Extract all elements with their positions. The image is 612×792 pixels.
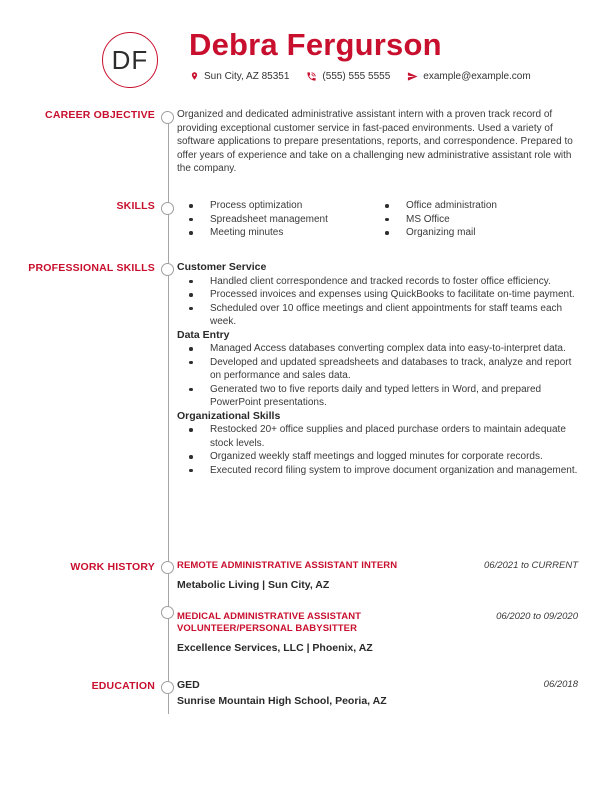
contact-location bbox=[190, 70, 289, 82]
skills-column-1 bbox=[177, 199, 373, 240]
monogram-badge bbox=[102, 32, 158, 88]
skill-group-title: Customer Service bbox=[177, 261, 267, 273]
skill-group-data-entry bbox=[177, 329, 578, 410]
professional-skill-item bbox=[177, 302, 578, 329]
bullet-icon bbox=[385, 218, 389, 222]
timeline-node-skills bbox=[161, 202, 174, 215]
section-label-career-objective: CAREER OBJECTIVE bbox=[45, 109, 155, 121]
professional-skill-text: Executed record filing system to improve document organization and management. bbox=[210, 464, 578, 476]
professional-skill-text: Handled client correspondence and tracked records to foster office efficiency. bbox=[210, 275, 551, 287]
monogram-initials: DF bbox=[111, 44, 149, 75]
skill-item-text: Office administration bbox=[406, 200, 497, 211]
timeline-node-work-history bbox=[161, 561, 174, 574]
contact-email-text: example@example.com bbox=[423, 70, 531, 82]
section-label-work-history: WORK HISTORY bbox=[70, 561, 155, 573]
send-icon bbox=[407, 71, 418, 82]
job-company: Metabolic Living | Sun City, AZ bbox=[177, 578, 330, 591]
skill-item-text: MS Office bbox=[406, 213, 450, 225]
school-name: Sunrise Mountain High School, Peoria, AZ bbox=[177, 695, 387, 707]
professional-skill-text: Organized weekly staff meetings and logged minutes for corporate records. bbox=[210, 451, 543, 462]
professional-skill-text: Scheduled over 10 office meetings and client appointments for staff teams each week. bbox=[210, 302, 563, 327]
professional-skill-item bbox=[177, 342, 578, 356]
career-objective-text: Organized and dedicated administrative assistant intern with a proven track record of providing exceptional customer service in fast-paced environments. Used a variety of software applications to prepare presentations, reports, and correspondence. Prepared to offer years of experience and take on a challenging new administrative assistant role with the company. bbox=[177, 109, 573, 174]
bullet-icon bbox=[189, 361, 193, 365]
skill-item bbox=[373, 213, 578, 227]
section-label-education: EDUCATION bbox=[91, 680, 155, 692]
skill-group-organizational-skills bbox=[177, 410, 578, 478]
bullet-icon bbox=[189, 388, 193, 392]
job-dates: 06/2020 to 09/2020 bbox=[496, 610, 578, 622]
professional-skill-text: Restocked 20+ office supplies and placed purchase orders to maintain adequate stock levels. bbox=[210, 424, 566, 449]
section-label-skills: SKILLS bbox=[116, 200, 155, 212]
bullet-icon bbox=[189, 218, 193, 222]
bullet-icon bbox=[189, 280, 193, 284]
education-entry bbox=[177, 679, 578, 708]
bullet-icon bbox=[189, 293, 193, 297]
section-label-professional-skills: PROFESSIONAL SKILLS bbox=[28, 262, 155, 274]
skills-column-2 bbox=[373, 199, 578, 240]
bullet-icon bbox=[385, 204, 389, 208]
skill-group-title: Organizational Skills bbox=[177, 409, 281, 422]
professional-skill-item bbox=[177, 383, 578, 410]
job-entry bbox=[177, 611, 578, 655]
phone-icon bbox=[306, 71, 317, 82]
timeline-node-career-objective bbox=[161, 111, 174, 124]
bullet-icon bbox=[189, 428, 193, 432]
skill-group-title: Data Entry bbox=[177, 328, 230, 341]
skill-item bbox=[373, 226, 578, 240]
job-dates: 06/2021 to CURRENT bbox=[484, 560, 578, 571]
skill-item-text: Process optimization bbox=[210, 200, 303, 211]
bullet-icon bbox=[189, 307, 193, 311]
professional-skill-item bbox=[177, 275, 578, 289]
timeline-node-education bbox=[161, 681, 174, 694]
bullet-icon bbox=[385, 231, 389, 235]
job-title: MEDICAL ADMINISTRATIVE ASSISTANT VOLUNTEER/PERSONAL BABYSITTER bbox=[177, 610, 362, 634]
bullet-icon bbox=[189, 204, 193, 208]
skill-item bbox=[177, 213, 373, 227]
professional-skill-text: Developed and updated spreadsheets and databases to track, analyze and report on performance and sales data. bbox=[210, 356, 572, 381]
job-entry bbox=[177, 560, 578, 592]
professional-skill-item bbox=[177, 288, 578, 302]
contact-bar bbox=[190, 70, 531, 82]
education-dates: 06/2018 bbox=[543, 679, 578, 690]
contact-phone-text: (555) 555 5555 bbox=[322, 70, 391, 82]
contact-email bbox=[407, 71, 530, 82]
contact-phone bbox=[306, 71, 390, 82]
degree-title: GED bbox=[177, 679, 200, 691]
candidate-name: Debra Fergurson bbox=[189, 27, 442, 62]
location-pin-icon bbox=[190, 70, 199, 82]
professional-skill-item bbox=[177, 356, 578, 383]
professional-skill-item bbox=[177, 464, 578, 478]
professional-skill-item bbox=[177, 450, 578, 464]
skill-group-customer-service bbox=[177, 261, 578, 329]
job-title: REMOTE ADMINISTRATIVE ASSISTANT INTERN bbox=[177, 560, 398, 571]
contact-location-text: Sun City, AZ 85351 bbox=[204, 70, 290, 82]
timeline-node-professional-skills bbox=[161, 263, 174, 276]
skill-item-text: Meeting minutes bbox=[210, 227, 284, 238]
skill-item bbox=[373, 199, 578, 213]
skill-item bbox=[177, 199, 373, 213]
bullet-icon bbox=[189, 455, 193, 459]
professional-skill-text: Processed invoices and expenses using QuickBooks to facilitate on-time payment. bbox=[210, 289, 575, 300]
professional-skill-text: Generated two to five reports daily and typed letters in Word, and prepared PowerPoint presentations. bbox=[210, 383, 542, 408]
timeline-node-job-2 bbox=[161, 606, 174, 619]
job-company: Excellence Services, LLC | Phoenix, AZ bbox=[177, 641, 373, 654]
professional-skill-text: Managed Access databases converting complex data into easy-to-interpret data. bbox=[210, 343, 566, 354]
bullet-icon bbox=[189, 231, 193, 235]
bullet-icon bbox=[189, 347, 193, 351]
skill-item-text: Spreadsheet management bbox=[210, 213, 328, 225]
bullet-icon bbox=[189, 469, 193, 473]
skill-item bbox=[177, 226, 373, 240]
skill-item-text: Organizing mail bbox=[406, 227, 476, 238]
professional-skill-item bbox=[177, 423, 578, 450]
